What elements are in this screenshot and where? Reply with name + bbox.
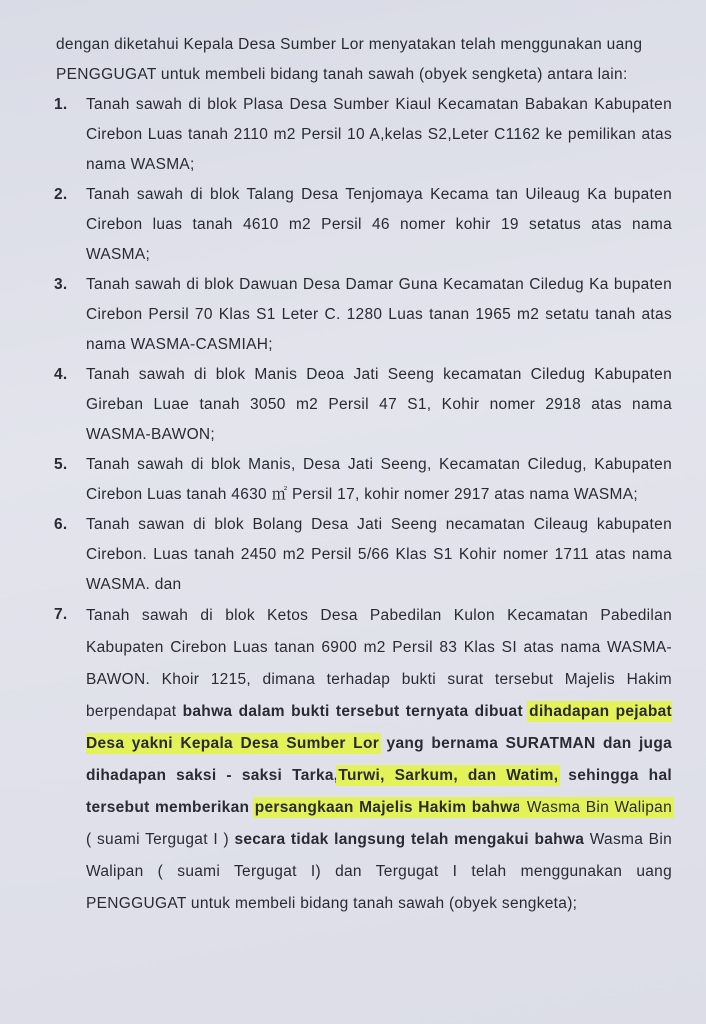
- item-number: 6.: [54, 516, 68, 533]
- item-text: Tanah sawah di blok Manis Deoa Jati Seeng kecamatan Ciledug Kabupaten Gireban Luae tanah 3050 m2 Persil 47 S1, Kohir nomer 2918 atas nama WASMA-BAWON;: [86, 366, 672, 443]
- item-number: 3.: [54, 276, 68, 293]
- item-text: Tanah sawah di blok Talang Desa Tenjomaya Kecama tan Uileaug Ka bupaten Cirebon luas tanah 4610 m2 Persil 46 nomer kohir 19 setatus atas nama WASMA;: [86, 186, 672, 263]
- highlighted-text: Turwi, Sarkum, dan Watim,: [338, 767, 559, 784]
- item-number: 1.: [54, 96, 68, 113]
- bold-text: yang bernama SURATMAN dan juga dihadapan saksi - saksi Tarka,: [86, 735, 673, 784]
- bold-text: bahwa dalam bukti tersebut ternyata dibuat: [182, 703, 530, 720]
- list-item: [54, 360, 672, 450]
- list-item: [54, 510, 672, 600]
- item-text: Tanah sawah di blok Manis, Desa Jati Seeng, Kecamatan Ciledug, Kabupaten Cirebon Luas tanah 4630 ㎡ Persil 17, kohir nomer 2917 atas nama WASMA;: [86, 456, 672, 503]
- list-item: [54, 600, 672, 920]
- item-text: [86, 600, 672, 920]
- bold-text: secara tidak langsung telah mengakui bahwa: [234, 831, 585, 848]
- list-item: [54, 90, 672, 180]
- list-item: [54, 450, 672, 510]
- item-text: Tanah sawan di blok Bolang Desa Jati Seeng necamatan Cileaug kabupaten Cirebon. Luas tanah 2450 m2 Persil 5/66 Klas S1 Kohir nomer 1711 atas nama WASMA. dan: [86, 516, 672, 593]
- highlighted-text: persangkaan Majelis Hakim bahwa: [254, 799, 522, 816]
- list-item: [54, 180, 672, 270]
- highlighted-text: Wasma Bin Walipan: [521, 799, 672, 816]
- intro-paragraph: dengan diketahui Kepala Desa Sumber Lor menyatakan telah menggunakan uang PENGGUGAT untuk membeli bidang tanah sawah (obyek sengketa) antara lain:: [56, 36, 643, 83]
- item-text: Tanah sawah di blok Plasa Desa Sumber Kiaul Kecamatan Babakan Kabupaten Cirebon Luas tanah 2110 m2 Persil 10 A,kelas S2,Leter C1162 ke pemilikan atas nama WASMA;: [86, 96, 672, 173]
- item-number: 5.: [54, 456, 68, 473]
- item-number: 2.: [54, 186, 68, 203]
- list-item: [54, 270, 672, 360]
- item-number: 7.: [54, 606, 68, 623]
- text-segment: Tanah sawah di blok Ketos Desa Pabedilan Kulon Kecamatan Pabedilan Kabupaten Cirebon Luas tanan 6900 m2 Persil 83 Klas SI atas nama WASMA-BAWON. Khoir 1215, dimana terhadap bukti surat tersebut Majelis Hakim berpendapat: [86, 607, 672, 720]
- text-segment: Wasma Bin Walipan ( suami Tergugat I) dan Tergugat I telah menggunakan uang PENGGUGAT untuk membeli bidang tanah sawah (obyek sengketa);: [86, 831, 672, 912]
- item-text: Tanah sawah di blok Dawuan Desa Damar Guna Kecamatan Ciledug Ka bupaten Cirebon Persil 70 Klas S1 Leter C. 1280 Luas tanan 1965 m2 setatu tanah atas nama WASMA-CASMIAH;: [86, 276, 672, 353]
- bold-text: sehingga hal tersebut memberikan: [86, 767, 672, 816]
- item-number: 4.: [54, 366, 68, 383]
- text-segment: ( suami Tergugat I ): [86, 831, 235, 848]
- highlighted-text: dihadapan pejabat Desa yakni Kepala Desa Sumber Lor: [86, 703, 672, 752]
